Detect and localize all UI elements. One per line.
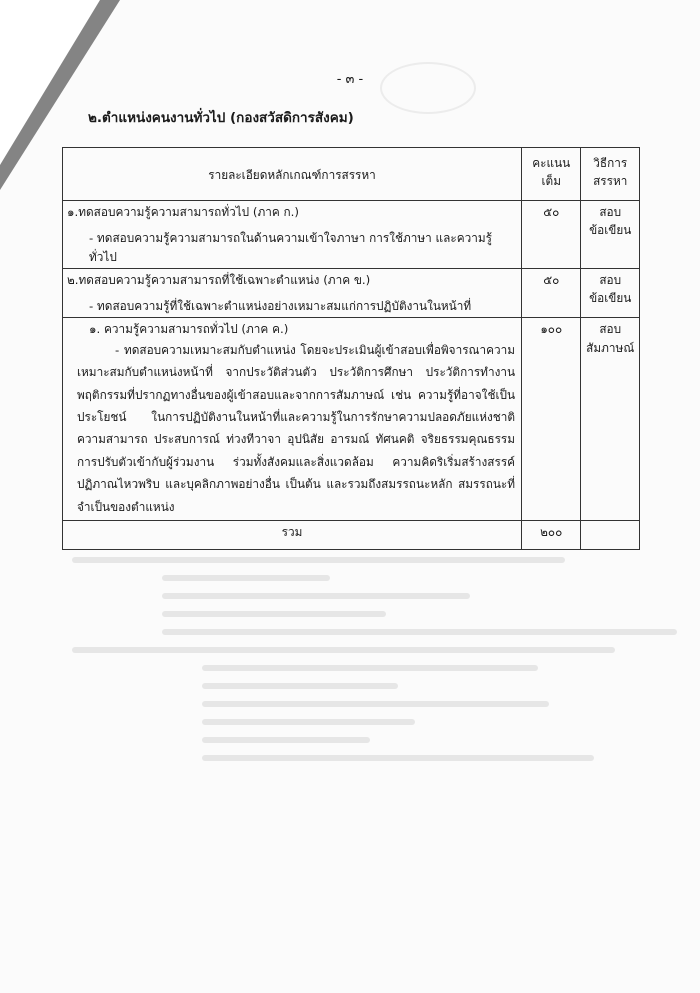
table-row	[63, 318, 640, 521]
row-method	[581, 201, 640, 269]
row-detail-cell	[63, 201, 522, 269]
row-method-line2: ข้อเขียน	[589, 223, 632, 238]
section-heading: ๒.ตำแหน่งคนงานทั่วไป (กองสวัสดิการสังคม)	[88, 110, 354, 126]
row-detail: - ทดสอบความเหมาะสมกับตำแหน่ง โดยจะประเมินผู้เข้าสอบเพื่อพิจารณาความเหมาะสมกับตำแหน่งหน้าที่ จากประวัติส่วนตัว ประวัติการศึกษา ประวัติการทำงาน พฤติกรรมที่ปรากฏทางอื่นของผู้เข้าสอบและจากการสัมภาษณ์ เช่น ความรู้ที่อาจใช้เป็นประโยชน์ ในการปฏิบัติงานในหน้าที่และความรู้ในการรักษาความปลอดภัยแห่งชาติ ความสามารถ ประสบการณ์ ท่วงทีวาจา อุปนิสัย อารมณ์ ทัศนคติ จริยธรรมคุณธรรม การปรับตัวเข้ากับผู้ร่วมงาน ร่วมทั้งสังคมและสิ่งแวดล้อม ความคิดริเริ่มสร้างสรรค์ ปฏิภาณไหวพริบ และบุคลิกภาพอย่างอื่น เป็นต้น และรวมถึงสมรรถนะหลัก สมรรถนะที่จำเป็นของตำแหน่ง	[77, 342, 516, 514]
table-row	[63, 201, 640, 269]
header-detail: รายละเอียดหลักเกณฑ์การสรรหา	[63, 148, 522, 201]
row-title: ๒.ทดสอบความรู้ความสามารถที่ใช้เฉพาะตำแหน่ง (ภาค ข.)	[67, 272, 371, 287]
row-method-line2: ข้อเขียน	[589, 291, 632, 306]
bleed-through-text	[72, 545, 632, 875]
row-score: ๕๐	[522, 201, 581, 269]
row-method	[581, 268, 640, 318]
row-method-line1: สอบ	[599, 272, 622, 287]
criteria-table	[62, 147, 640, 550]
row-title: ๑.ทดสอบความรู้ความสามารถทั่วไป (ภาค ก.)	[67, 205, 300, 219]
table-row	[63, 268, 640, 318]
header-method-line1: วิธีการ	[593, 156, 628, 170]
header-score-line2: เต็ม	[541, 174, 561, 189]
row-score: ๑๐๐	[522, 318, 581, 521]
header-score-line1: คะแนน	[532, 156, 571, 170]
page-number: - ๓ -	[336, 72, 364, 87]
row-method-line1: สอบ	[599, 322, 622, 337]
header-score	[522, 148, 581, 201]
header-method-line2: สรรหา	[593, 174, 628, 189]
total-score: ๒๐๐	[522, 520, 581, 549]
row-method	[581, 318, 640, 521]
row-detail-cell	[63, 318, 522, 521]
row-detail-cell	[63, 268, 522, 318]
row-score: ๕๐	[522, 268, 581, 318]
row-detail: - ทดสอบความรู้ที่ใช้เฉพาะตำแหน่งอย่างเหมาะสมแก่การปฏิบัติงานในหน้าที่	[89, 299, 472, 314]
total-label: รวม	[63, 520, 522, 549]
row-detail: - ทดสอบความรู้ความสามารถในด้านความเข้าใจภาษา การใช้ภาษา และความรู้ทั่วไป	[89, 231, 492, 264]
table-header-row	[63, 148, 640, 201]
header-method	[581, 148, 640, 201]
row-title: ๑. ความรู้ความสามารถทั่วไป (ภาค ค.)	[89, 322, 289, 337]
row-method-line2: สัมภาษณ์	[586, 340, 635, 355]
row-method-line1: สอบ	[599, 205, 622, 219]
